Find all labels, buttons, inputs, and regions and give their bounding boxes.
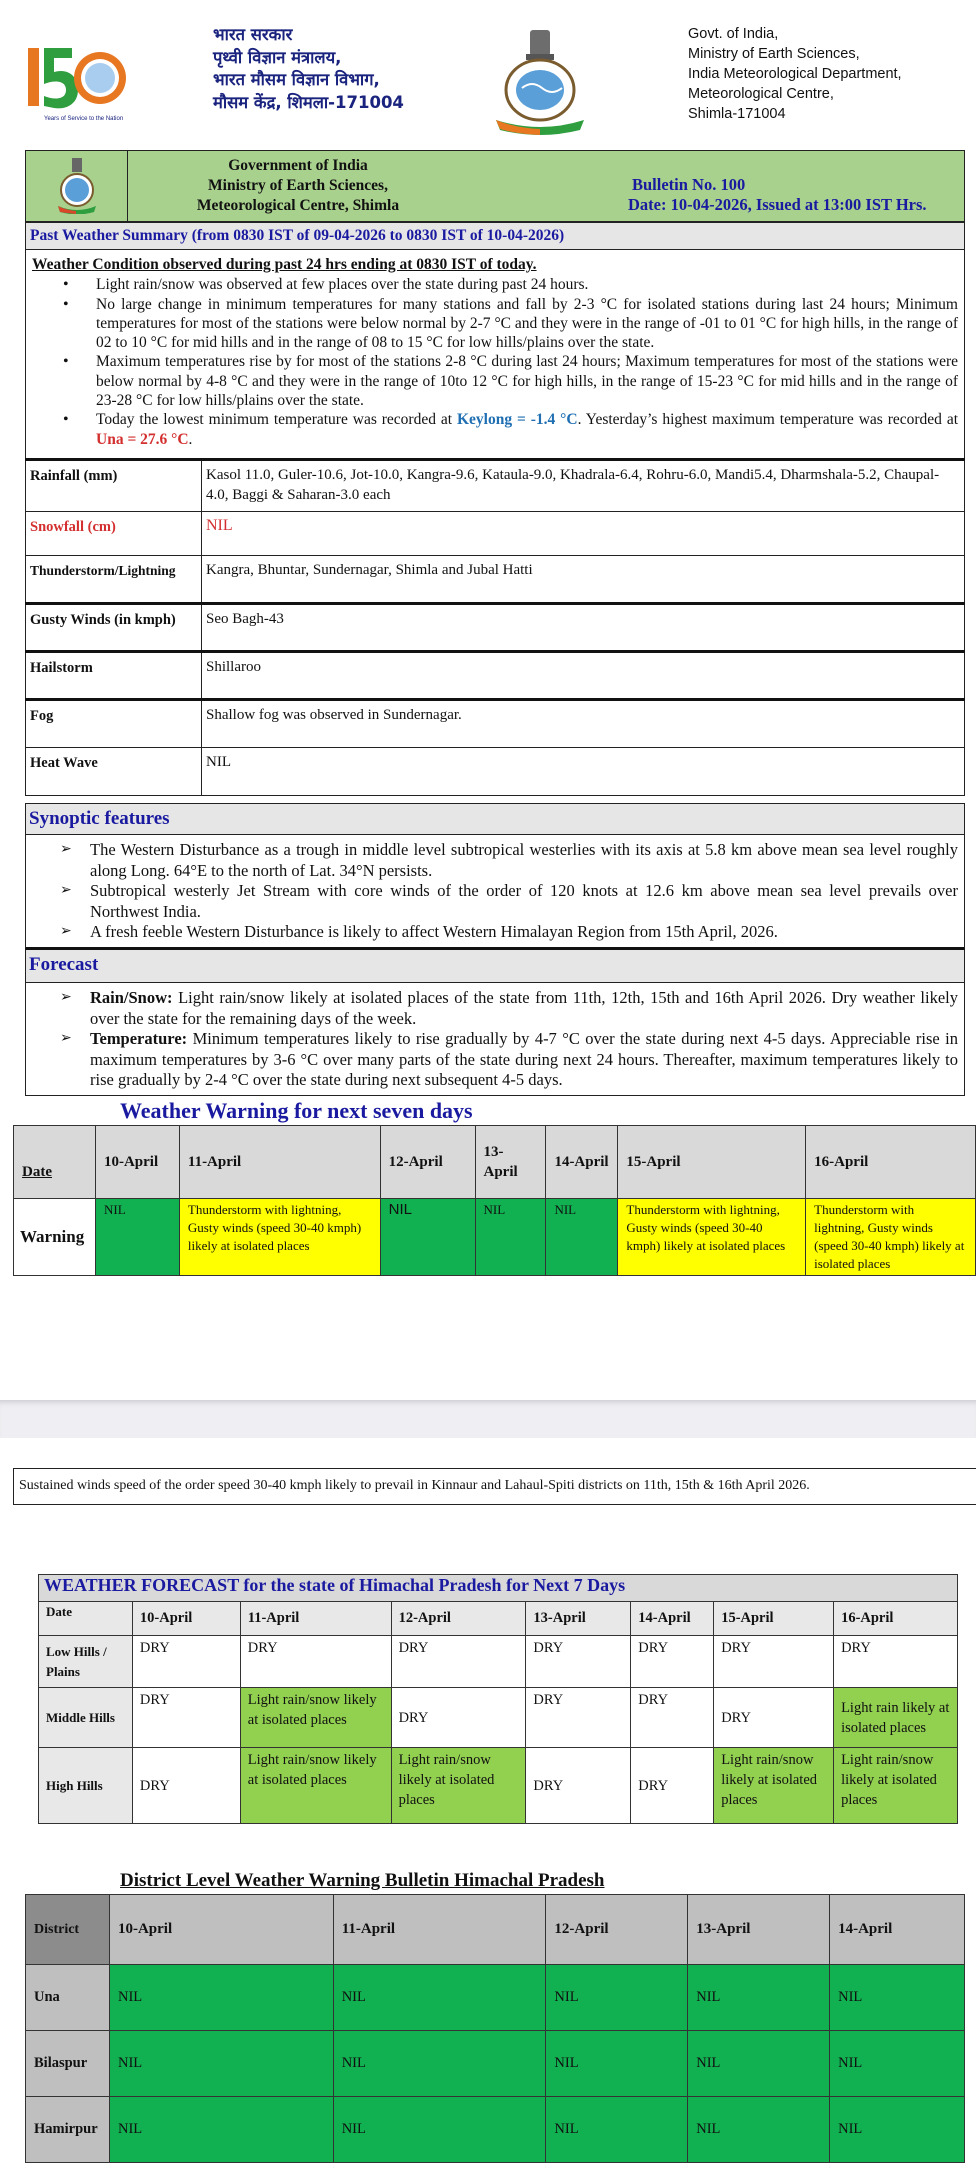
table-row xyxy=(26,748,965,796)
sustained-winds-note: Sustained winds speed of the order speed 30-40 kmph likely to prevail in Kinnaur and Lahaul-Spiti districts on 11th, 15th & 16th April 2026. xyxy=(13,1468,976,1505)
param-label: Snowfall (cm) xyxy=(26,512,202,556)
table-row xyxy=(26,2097,965,2163)
district-cell: NIL xyxy=(333,1965,546,2031)
table-header-row xyxy=(26,1895,965,1965)
forecast-list xyxy=(26,988,958,1091)
date-column-header: 14-April xyxy=(546,1126,618,1199)
table-header-row xyxy=(39,1602,958,1636)
bulletin-banner xyxy=(25,150,965,222)
region-label: Middle Hills xyxy=(39,1688,133,1748)
date-column-header: 16-April xyxy=(834,1602,958,1636)
date-column-header: 15-April xyxy=(714,1602,834,1636)
table-row xyxy=(26,1965,965,2031)
param-value: Shallow fog was observed in Sundernagar. xyxy=(202,700,965,748)
observed-list xyxy=(32,275,958,449)
warning-row-label: Warning xyxy=(14,1199,96,1276)
date-column-header: 12-April xyxy=(380,1126,475,1199)
imd-emblem-icon xyxy=(484,28,596,136)
district-header: District xyxy=(26,1895,110,1965)
date-column-header: 14-April xyxy=(631,1602,714,1636)
district-name: Bilaspur xyxy=(26,2031,110,2097)
table-row xyxy=(39,1748,958,1824)
weather-warning-title: Weather Warning for next seven days xyxy=(120,1098,473,1123)
forecast-cell: DRY xyxy=(631,1688,714,1748)
param-value: Shillaroo xyxy=(202,652,965,700)
table-row xyxy=(26,460,965,512)
hindi-header xyxy=(213,24,404,114)
param-label: Gusty Winds (in kmph) xyxy=(26,604,202,652)
forecast-cell: Light rain/snow likely at isolated places xyxy=(391,1748,526,1824)
hindi-line: भारत मौसम विज्ञान विभाग, xyxy=(213,70,380,89)
table-row xyxy=(39,1688,958,1748)
table-row xyxy=(26,652,965,700)
date-column-header: 11-April xyxy=(240,1602,391,1636)
param-value: Kangra, Bhuntar, Sundernagar, Shimla and Jubal Hatti xyxy=(202,556,965,604)
table-header-row xyxy=(14,1126,976,1199)
forecast-cell: DRY xyxy=(714,1688,834,1748)
region-label: Low Hills / Plains xyxy=(39,1636,133,1688)
forecast-cell: Light rain likely at isolated places xyxy=(834,1688,958,1748)
extremes-middle: . Yesterday’s highest maximum temperature was recorded at xyxy=(577,411,959,429)
region-label: High Hills xyxy=(39,1748,133,1824)
banner-logo-cell xyxy=(26,151,128,221)
english-line: Govt. of India, xyxy=(688,26,779,42)
english-line: Meteorological Centre, xyxy=(688,86,834,102)
forecast-cell: DRY xyxy=(526,1688,631,1748)
forecast-cell: DRY xyxy=(631,1636,714,1688)
observed-item: • Light rain/snow was observed at few places over the state during past 24 hours. xyxy=(96,275,958,294)
warning-cell: NIL xyxy=(475,1199,546,1276)
banner-org-text xyxy=(128,151,468,221)
hindi-line: भारत सरकार xyxy=(213,25,293,44)
banner-bulletin-info xyxy=(468,151,927,221)
observed-heading: Weather Condition observed during past 24 hrs ending at 0830 IST of today. xyxy=(32,256,537,273)
table-row xyxy=(26,556,965,604)
warning-cell: Thunderstorm with lightning, Gusty winds (speed 30-40 kmph) likely at isolated places xyxy=(179,1199,380,1276)
bulletin-number: Bulletin No. 100 xyxy=(632,175,746,194)
seven-day-forecast-title: WEATHER FORECAST for the state of Himachal Pradesh for Next 7 Days xyxy=(39,1575,958,1602)
date-column-header: 11-April xyxy=(333,1895,546,1965)
param-label: Heat Wave xyxy=(26,748,202,796)
banner-line: Meteorological Centre, Shimla xyxy=(196,197,400,214)
synoptic-item: ➢ A fresh feeble Western Disturbance is likely to affect Western Himalayan Region from 15th April, 2026. xyxy=(90,922,958,943)
bulletin-date: Date: 10-04-2026, Issued at 13:00 IST Hrs. xyxy=(628,195,927,214)
table-row xyxy=(26,700,965,748)
english-line: Ministry of Earth Sciences, xyxy=(688,46,860,62)
seven-day-forecast-table xyxy=(38,1574,958,1824)
param-label: Hailstorm xyxy=(26,652,202,700)
district-name: Una xyxy=(26,1965,110,2031)
temperature-label: Temperature: xyxy=(90,1029,188,1048)
param-label: Rainfall (mm) xyxy=(26,460,202,512)
param-label: Thunderstorm/Lightning xyxy=(26,556,202,604)
forecast-cell: DRY xyxy=(132,1748,240,1824)
table-row xyxy=(26,2031,965,2097)
banner-line: Government of India xyxy=(228,157,368,174)
forecast-section xyxy=(25,983,965,1096)
imd-150-years-logo xyxy=(24,38,129,130)
warning-cell: NIL xyxy=(95,1199,179,1276)
district-cell: NIL xyxy=(830,2097,965,2163)
forecast-cell: Light rain/snow likely at isolated places xyxy=(240,1748,391,1824)
lowest-min-temp: Keylong = -1.4 °C xyxy=(456,411,578,429)
forecast-cell: Light rain/snow likely at isolated places xyxy=(834,1748,958,1824)
observed-weather-section xyxy=(25,250,965,458)
page-break xyxy=(0,1400,976,1438)
observed-item: • Maximum temperatures rise by for most of the stations 2-8 °C during last 24 hours; Maximum temperatures for most of the stations were below normal by 4-8 °C and they were in the range of 10to 12 °C for high hills, in the range of 15-23 °C for mid hills and in the range of 23-28 °C for low hills/plains over the state. xyxy=(96,352,958,410)
district-cell: NIL xyxy=(109,2097,333,2163)
synoptic-section xyxy=(25,835,965,950)
hindi-line: पृथ्वी विज्ञान मंत्रालय, xyxy=(213,47,342,67)
district-warning-title: District Level Weather Warning Bulletin Himachal Pradesh xyxy=(120,1870,605,1891)
temperature-text: Minimum temperatures likely to rise gradually by 4-7 °C over the state during next 4-5 days. Appreciable rise in maximum temperatures by 3-6 °C over many parts of the state during next 24 hours. Thereafter, maximum temperatures likely to rise gradually by 2-4 °C over the state during next subsequent 4-5 days. xyxy=(90,1029,959,1089)
date-column-header: 12-April xyxy=(391,1602,526,1636)
district-cell: NIL xyxy=(688,2097,830,2163)
district-cell: NIL xyxy=(333,2097,546,2163)
forecast-cell: DRY xyxy=(631,1748,714,1824)
param-value: Kasol 11.0, Guler-10.6, Jot-10.0, Kangra-9.6, Kataula-9.0, Khadrala-6.4, Rohru-6.0, Mandi5.4, Dharmshala-5.2, Chaupal-4.0, Baggi & Saharan-3.0 each xyxy=(202,460,965,512)
date-column-header: 10-April xyxy=(132,1602,240,1636)
banner-line: Ministry of Earth Sciences, xyxy=(208,177,388,194)
district-cell: NIL xyxy=(546,2097,688,2163)
highest-max-temp: Una = 27.6 °C xyxy=(96,430,189,448)
district-cell: NIL xyxy=(688,2031,830,2097)
forecast-cell: DRY xyxy=(714,1636,834,1688)
table-row xyxy=(26,512,965,556)
date-header: Date xyxy=(39,1602,133,1636)
forecast-title: Forecast xyxy=(25,950,965,983)
table-row xyxy=(26,604,965,652)
district-cell: NIL xyxy=(830,1965,965,2031)
date-column-header: 14-April xyxy=(830,1895,965,1965)
district-cell: NIL xyxy=(688,1965,830,2031)
rain-label: Rain/Snow: xyxy=(90,988,173,1007)
date-column-header: 16-April xyxy=(806,1126,976,1199)
imd-emblem-small-icon xyxy=(52,158,102,214)
date-header: Date xyxy=(14,1126,96,1199)
warning-cell: Thunderstorm with lightning, Gusty winds (speed 30-40 kmph) likely at isolated places xyxy=(618,1199,806,1276)
district-warning-table xyxy=(25,1894,965,2163)
forecast-cell: DRY xyxy=(526,1748,631,1824)
warning-cell: NIL xyxy=(546,1199,618,1276)
english-line: India Meteorological Department, xyxy=(688,66,902,82)
english-header xyxy=(688,24,902,124)
date-column-header: 12-April xyxy=(546,1895,688,1965)
date-column-header: 15-April xyxy=(618,1126,806,1199)
district-name: Hamirpur xyxy=(26,2097,110,2163)
date-column-header: 10-April xyxy=(95,1126,179,1199)
synoptic-item: ➢ Subtropical westerly Jet Stream with core winds of the order of 120 knots at 12.6 km above mean sea level prevails over Northwest India. xyxy=(90,881,958,922)
param-value: Seo Bagh-43 xyxy=(202,604,965,652)
date-column-header: 10-April xyxy=(109,1895,333,1965)
district-cell: NIL xyxy=(109,2031,333,2097)
district-cell: NIL xyxy=(546,1965,688,2031)
forecast-cell: DRY xyxy=(391,1636,526,1688)
date-column-header: 13-April xyxy=(526,1602,631,1636)
warning-cell: NIL xyxy=(380,1199,475,1276)
forecast-cell: Light rain/snow likely at isolated places xyxy=(240,1688,391,1748)
date-column-header: 13-April xyxy=(475,1126,546,1199)
hindi-line: मौसम केंद्र, शिमला-171004 xyxy=(213,92,404,112)
param-label: Fog xyxy=(26,700,202,748)
weather-warning-table xyxy=(13,1125,976,1276)
forecast-cell: Light rain/snow likely at isolated places xyxy=(714,1748,834,1824)
rain-text: Light rain/snow likely at isolated places of the state from 11th, 12th, 15th and 16th April 2026. Dry weather likely over the state for the remaining days of the week. xyxy=(90,988,959,1028)
svg-text:Years of Service to the Nation: Years of Service to the Nation xyxy=(44,116,124,122)
forecast-cell: DRY xyxy=(391,1688,526,1748)
forecast-cell: DRY xyxy=(132,1688,240,1748)
forecast-cell: DRY xyxy=(240,1636,391,1688)
district-cell: NIL xyxy=(546,2031,688,2097)
synoptic-item: ➢ The Western Disturbance as a trough in middle level subtropical westerlies with its axis at 5.8 km above mean sea level roughly along Long. 64°E to the north of Lat. 34°N persists. xyxy=(90,840,958,881)
observed-item-extremes xyxy=(96,410,958,449)
extremes-prefix: Today the lowest minimum temperature was recorded at xyxy=(96,411,457,429)
forecast-cell: DRY xyxy=(526,1636,631,1688)
date-column-header: 13-April xyxy=(688,1895,830,1965)
past-weather-summary-title: Past Weather Summary (from 0830 IST of 09-04-2026 to 0830 IST of 10-04-2026) xyxy=(25,222,965,250)
observed-item: • No large change in minimum temperatures for many stations and fall by 2-3 °C for isolated stations during last 24 hours; Minimum temperatures for most of the stations were below normal by 2-7 °C and they were in the range of -01 to 01 °C for high hills, in the range of 02 to 10 °C for mid hills and in the range of 08 to 15 °C for low hills/plains over the state. xyxy=(96,295,958,353)
synoptic-title: Synoptic features xyxy=(25,803,965,835)
synoptic-list xyxy=(26,840,958,943)
forecast-item-temperature xyxy=(90,1029,958,1091)
district-cell: NIL xyxy=(109,1965,333,2031)
forecast-cell: DRY xyxy=(132,1636,240,1688)
table-row xyxy=(39,1636,958,1688)
forecast-cell: DRY xyxy=(834,1636,958,1688)
table-title-row xyxy=(39,1575,958,1602)
district-cell: NIL xyxy=(830,2031,965,2097)
date-column-header: 11-April xyxy=(179,1126,380,1199)
forecast-item-rain xyxy=(90,988,958,1029)
english-line: Shimla-171004 xyxy=(688,106,786,122)
param-value: NIL xyxy=(202,512,965,556)
parameter-table xyxy=(25,458,965,796)
param-value: NIL xyxy=(202,748,965,796)
table-row xyxy=(14,1199,976,1276)
extremes-suffix: . xyxy=(188,430,193,448)
warning-cell: Thunderstorm with lightning, Gusty winds (speed 30-40 kmph) likely at isolated places xyxy=(806,1199,976,1276)
district-cell: NIL xyxy=(333,2031,546,2097)
